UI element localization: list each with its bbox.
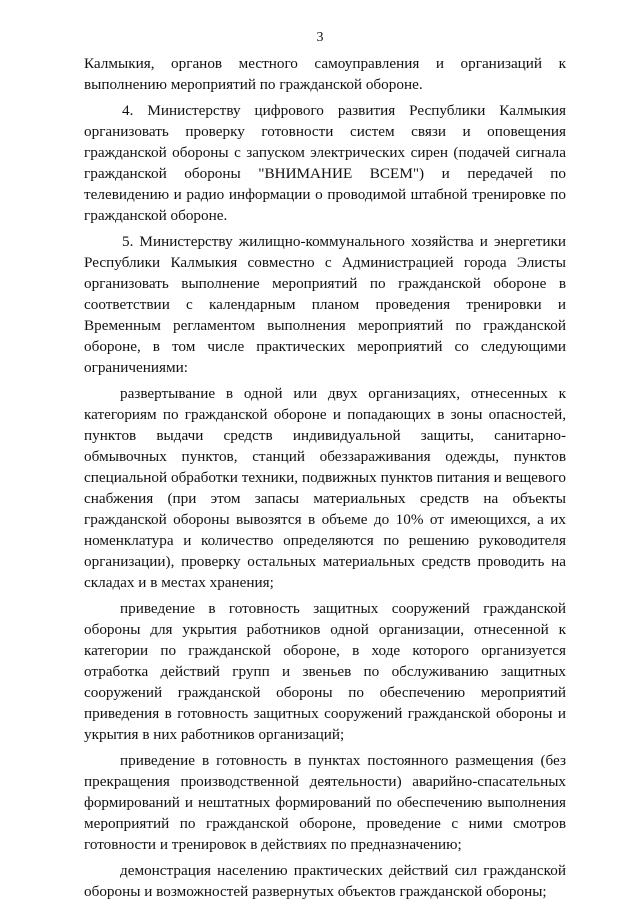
document-body [84, 53, 566, 907]
list-item-demonstration: демонстрация населению практических действий сил гражданской обороны и возможностей развернутых объектов гражданской обороны; [84, 862, 566, 900]
page-number: 3 [316, 30, 324, 45]
list-item-formations: приведение в готовность в пунктах постоянного размещения (без прекращения производственной деятельности) аварийно-спасательных формирований и нештатных формирований по обеспечению выполнения мероприятий по гражданской обороне, проведение с ними смотров готовности и тренировок в действиях по предназначению; [84, 752, 566, 853]
list-item-shelters: приведение в готовность защитных сооружений гражданской обороны для укрытия работников одной организации, отнесенной к категории по гражданской обороне, в ходе которого организуется отработка действий групп и звеньев по обслуживанию защитных сооружений гражданской обороны по обеспечению мероприятий приведения в готовность защитных сооружений гражданской обороны и укрытия в них работников организаций; [84, 600, 566, 743]
list-item-deployment: развертывание в одной или двух организациях, отнесенных к категориям по гражданской обороне и попадающих в зоны опасностей, пунктов выдачи средств индивидуальной защиты, санитарно-обмывочных пунктов, станций обеззараживания одежды, пунктов специальной обработки техники, подвижных пунктов питания и вещевого снабжения (при этом запасы материальных средств на объекты гражданской обороны вывозятся в объеме до 10% от имеющихся, а их номенклатура и количество определяются по решению руководителя организации), проверку остальных материальных средств проводить на складах и в местах хранения; [84, 385, 566, 591]
paragraph-continuation: Калмыкия, органов местного самоуправления и организаций к выполнению мероприятий по гражданской обороне. [84, 55, 566, 93]
paragraph-clause-4: 4. Министерству цифрового развития Республики Калмыкия организовать проверку готовности систем связи и оповещения гражданской обороны с запуском электрических сирен (подачей сигнала гражданской обороны "ВНИМАНИЕ ВСЕМ") и передачей по телевидению и радио информации о проводимой штабной тренировке по гражданской обороне. [84, 102, 566, 224]
paragraph-clause-5: 5. Министерству жилищно-коммунального хозяйства и энергетики Республики Калмыкия совместно с Администрацией города Элисты организовать выполнение мероприятий по гражданской обороне в соответствии с календарным планом проведения тренировки и Временным регламентом выполнения мероприятий по гражданской обороне, в том числе практических мероприятий со следующими ограничениями: [84, 233, 566, 376]
